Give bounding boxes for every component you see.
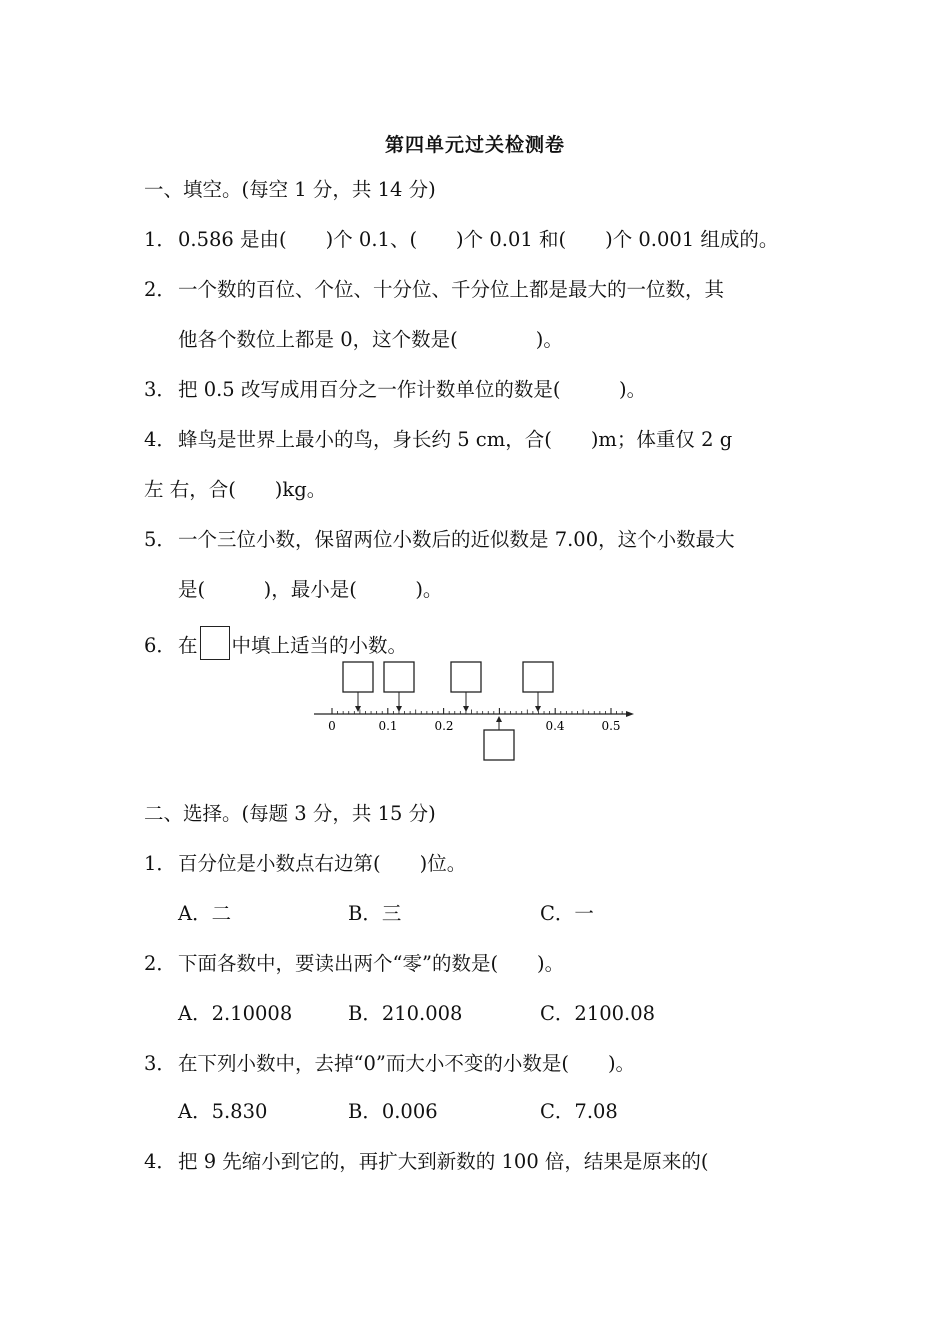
question-1-2-line2: 他各个数位上都是 0，这个数是( )。: [178, 328, 563, 351]
question-number: 1．: [144, 852, 176, 875]
tick-label-0-1: 0.1: [378, 719, 398, 733]
option-c[interactable]: C．2100.08: [540, 1002, 656, 1025]
tick-label-0-4: 0.4: [545, 719, 565, 733]
tick-label-0-2: 0.2: [434, 719, 454, 733]
question-1-5-line2: 是( )，最小是( )。: [178, 578, 443, 601]
tick-label-0-5: 0.5: [601, 719, 621, 733]
number-line-ticks: [332, 708, 622, 714]
question-number: 5．: [144, 528, 176, 551]
question-2-3: [144, 1050, 635, 1078]
question-1-5-line1: [144, 526, 735, 554]
tick-label-0: 0: [328, 719, 336, 733]
question-1-3: [144, 376, 646, 404]
question-text: 把 0.5 改写成用百分之一作计数单位的数是( )。: [178, 378, 647, 401]
arrow-4: [535, 692, 541, 712]
answer-box-2[interactable]: [384, 662, 414, 692]
option-b[interactable]: B．三: [348, 902, 402, 925]
question-number: 3．: [144, 1052, 176, 1075]
option-c[interactable]: C．一: [540, 902, 594, 925]
option-a[interactable]: A．二: [178, 902, 232, 925]
question-2-4: [144, 1148, 709, 1176]
question-number: 6．: [144, 634, 176, 657]
option-a[interactable]: A．5.830: [178, 1100, 268, 1123]
arrow-5: [496, 716, 502, 730]
question-1-4-line2: 左 右，合( )kg。: [144, 478, 327, 501]
number-line-figure: [306, 656, 646, 766]
question-1-1: [144, 226, 778, 254]
answer-box-5[interactable]: [484, 730, 514, 760]
question-number: 3．: [144, 378, 176, 401]
option-b[interactable]: B．0.006: [348, 1100, 438, 1123]
question-1-6: [144, 626, 407, 660]
number-line-axis: [314, 708, 634, 717]
option-c[interactable]: C．7.08: [540, 1100, 618, 1123]
question-text: 一个三位小数，保留两位小数后的近似数是 7.00，这个小数最大: [178, 528, 735, 551]
arrow-2: [396, 692, 402, 712]
question-text: 百分位是小数点右边第( )位。: [178, 852, 467, 875]
arrow-3: [463, 692, 469, 712]
question-1-4-line1: [144, 426, 732, 454]
question-number: 2．: [144, 278, 176, 301]
answer-box-4[interactable]: [523, 662, 553, 692]
question-text: 一个数的百位、个位、十分位、千分位上都是最大的一位数，其: [178, 278, 725, 301]
question-number: 4．: [144, 428, 176, 451]
question-text: 蜂鸟是世界上最小的鸟，身长约 5 cm，合( )m；体重仅 2 g: [178, 428, 733, 451]
question-2-1: [144, 850, 466, 878]
page-title: 第四单元过关检测卷: [384, 134, 565, 156]
question-text-before: 在: [178, 634, 198, 657]
question-number: 1．: [144, 228, 176, 251]
question-2-2: [144, 950, 564, 978]
question-number: 4．: [144, 1150, 176, 1173]
arrow-1: [355, 692, 361, 712]
answer-box-1[interactable]: [343, 662, 373, 692]
answer-box-3[interactable]: [451, 662, 481, 692]
question-text: 把 9 先缩小到它的，再扩大到新数的 100 倍，结果是原来的(: [178, 1150, 709, 1173]
section-heading-choice: 二、选择。(每题 3 分，共 15 分): [144, 802, 436, 825]
question-text: 下面各数中，要读出两个“零”的数是( )。: [178, 952, 565, 975]
question-number: 2．: [144, 952, 176, 975]
question-text-after: 中填上适当的小数。: [231, 634, 408, 657]
question-text: 0.586 是由( )个 0.1、( )个 0.01 和( )个 0.001 组成的。: [178, 228, 779, 251]
question-1-2-line1: [144, 276, 724, 304]
option-a[interactable]: A．2.10008: [178, 1002, 293, 1025]
answer-box-sample: [200, 626, 230, 660]
option-b[interactable]: B．210.008: [348, 1002, 463, 1025]
question-text: 在下列小数中，去掉“0”而大小不变的小数是( )。: [178, 1052, 636, 1075]
section-heading-fill-blank: 一、填空。(每空 1 分，共 14 分): [144, 178, 436, 201]
